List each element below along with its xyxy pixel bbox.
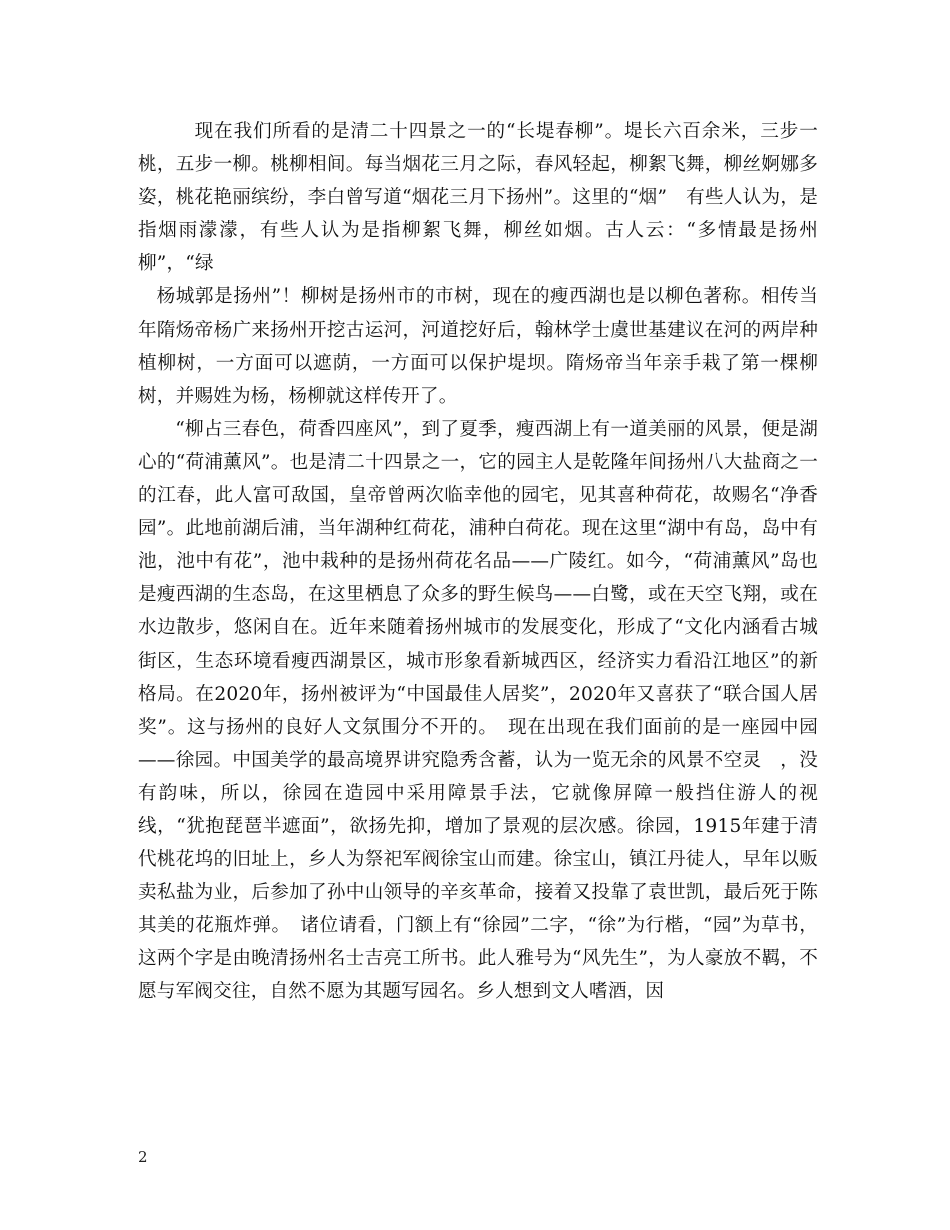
paragraph-hepu-xunfeng-xuyuan: “柳占三春色，荷香四座风”，到了夏季，瘦西湖上有一道美丽的风景，便是湖心的“荷浦薰风”。也是清二十四景之一，它的园主人是乾隆年间扬州八大盐商之一的江春，此人富可敌国，皇帝曾两次临幸他的园宅，见其喜种荷花，故赐名“净香园”。此地前湖后浦，当年湖种红荷花，浦种白荷花。现在这里“湖中有岛，岛中有池，池中有花”，池中栽种的是扬州荷花名品——广陵红。如今，“荷浦薰风”岛也是瘦西湖的生态岛，在这里栖息了众多的野生候鸟——白鹭，或在天空飞翔，或在水边散步，悠闲自在。近年来随着扬州城市的发展变化，形成了“文化内涵看古城街区，生态环境看瘦西湖景区，城市形象看新城西区，经济实力看沿江地区”的新格局。在2020年，扬州被评为“中国最佳人居奖”，2020年又喜获了“联合国人居奖”。这与扬州的良好人文氛围分不开的。 现在出现在我们面前的是一座园中园——徐园。中国美学的最高境界讲究隐秀含蓄，认为一览无余的风景不空灵 ，没有韵味，所以，徐园在造园中采用障景手法，它就像屏障一般挡住游人的视线，“犹抱琵琶半遮面”，欲扬先抑，增加了景观的层次感。徐园，1915年建于清代桃花坞的旧址上，乡人为祭祀军阀徐宝山而建。徐宝山，镇江丹徒人，早年以贩卖私盐为业，后参加了孙中山领导的辛亥革命，接着又投靠了袁世凯，最后死于陈其美的花瓶炸弹。 诸位请看，门额上有“徐园”二字，“徐”为行楷，“园”为草书，这两个字是由晚清扬州名士吉亮工所书。此人雅号为“风先生”，为人豪放不羁，不愿与军阀交往，自然不愿为其题写园名。乡人想到文人嗜酒，因 (138, 418, 818, 1003)
page-number: 2 (138, 1148, 148, 1166)
document-body (138, 115, 818, 1009)
paragraph-changdi-chunliu: 现在我们所看的是清二十四景之一的“长堤春柳”。堤长六百余米，三步一桃，五步一柳。桃柳相间。每当烟花三月之际，春风轻起，柳絮飞舞，柳丝婀娜多姿，桃花艳丽缤纷，李白曾写道“烟花三月下扬州”。这里的“烟” 有些人认为，是指烟雨濛濛，有些人认为是指柳絮飞舞，柳丝如烟。古人云：“多情最是扬州柳”，“绿 (138, 121, 818, 275)
paragraph-yangliu-origin: 杨城郭是扬州”！柳树是扬州市的市树，现在的瘦西湖也是以柳色著称。相传当年隋炀帝杨广来扬州开挖古运河，河道挖好后，翰林学士虞世基建议在河的两岸种植柳树，一方面可以遮荫，一方面可以保护堤坝。隋炀帝当年亲手栽了第一棵柳树，并赐姓为杨，杨柳就这样传开了。 (138, 286, 818, 407)
